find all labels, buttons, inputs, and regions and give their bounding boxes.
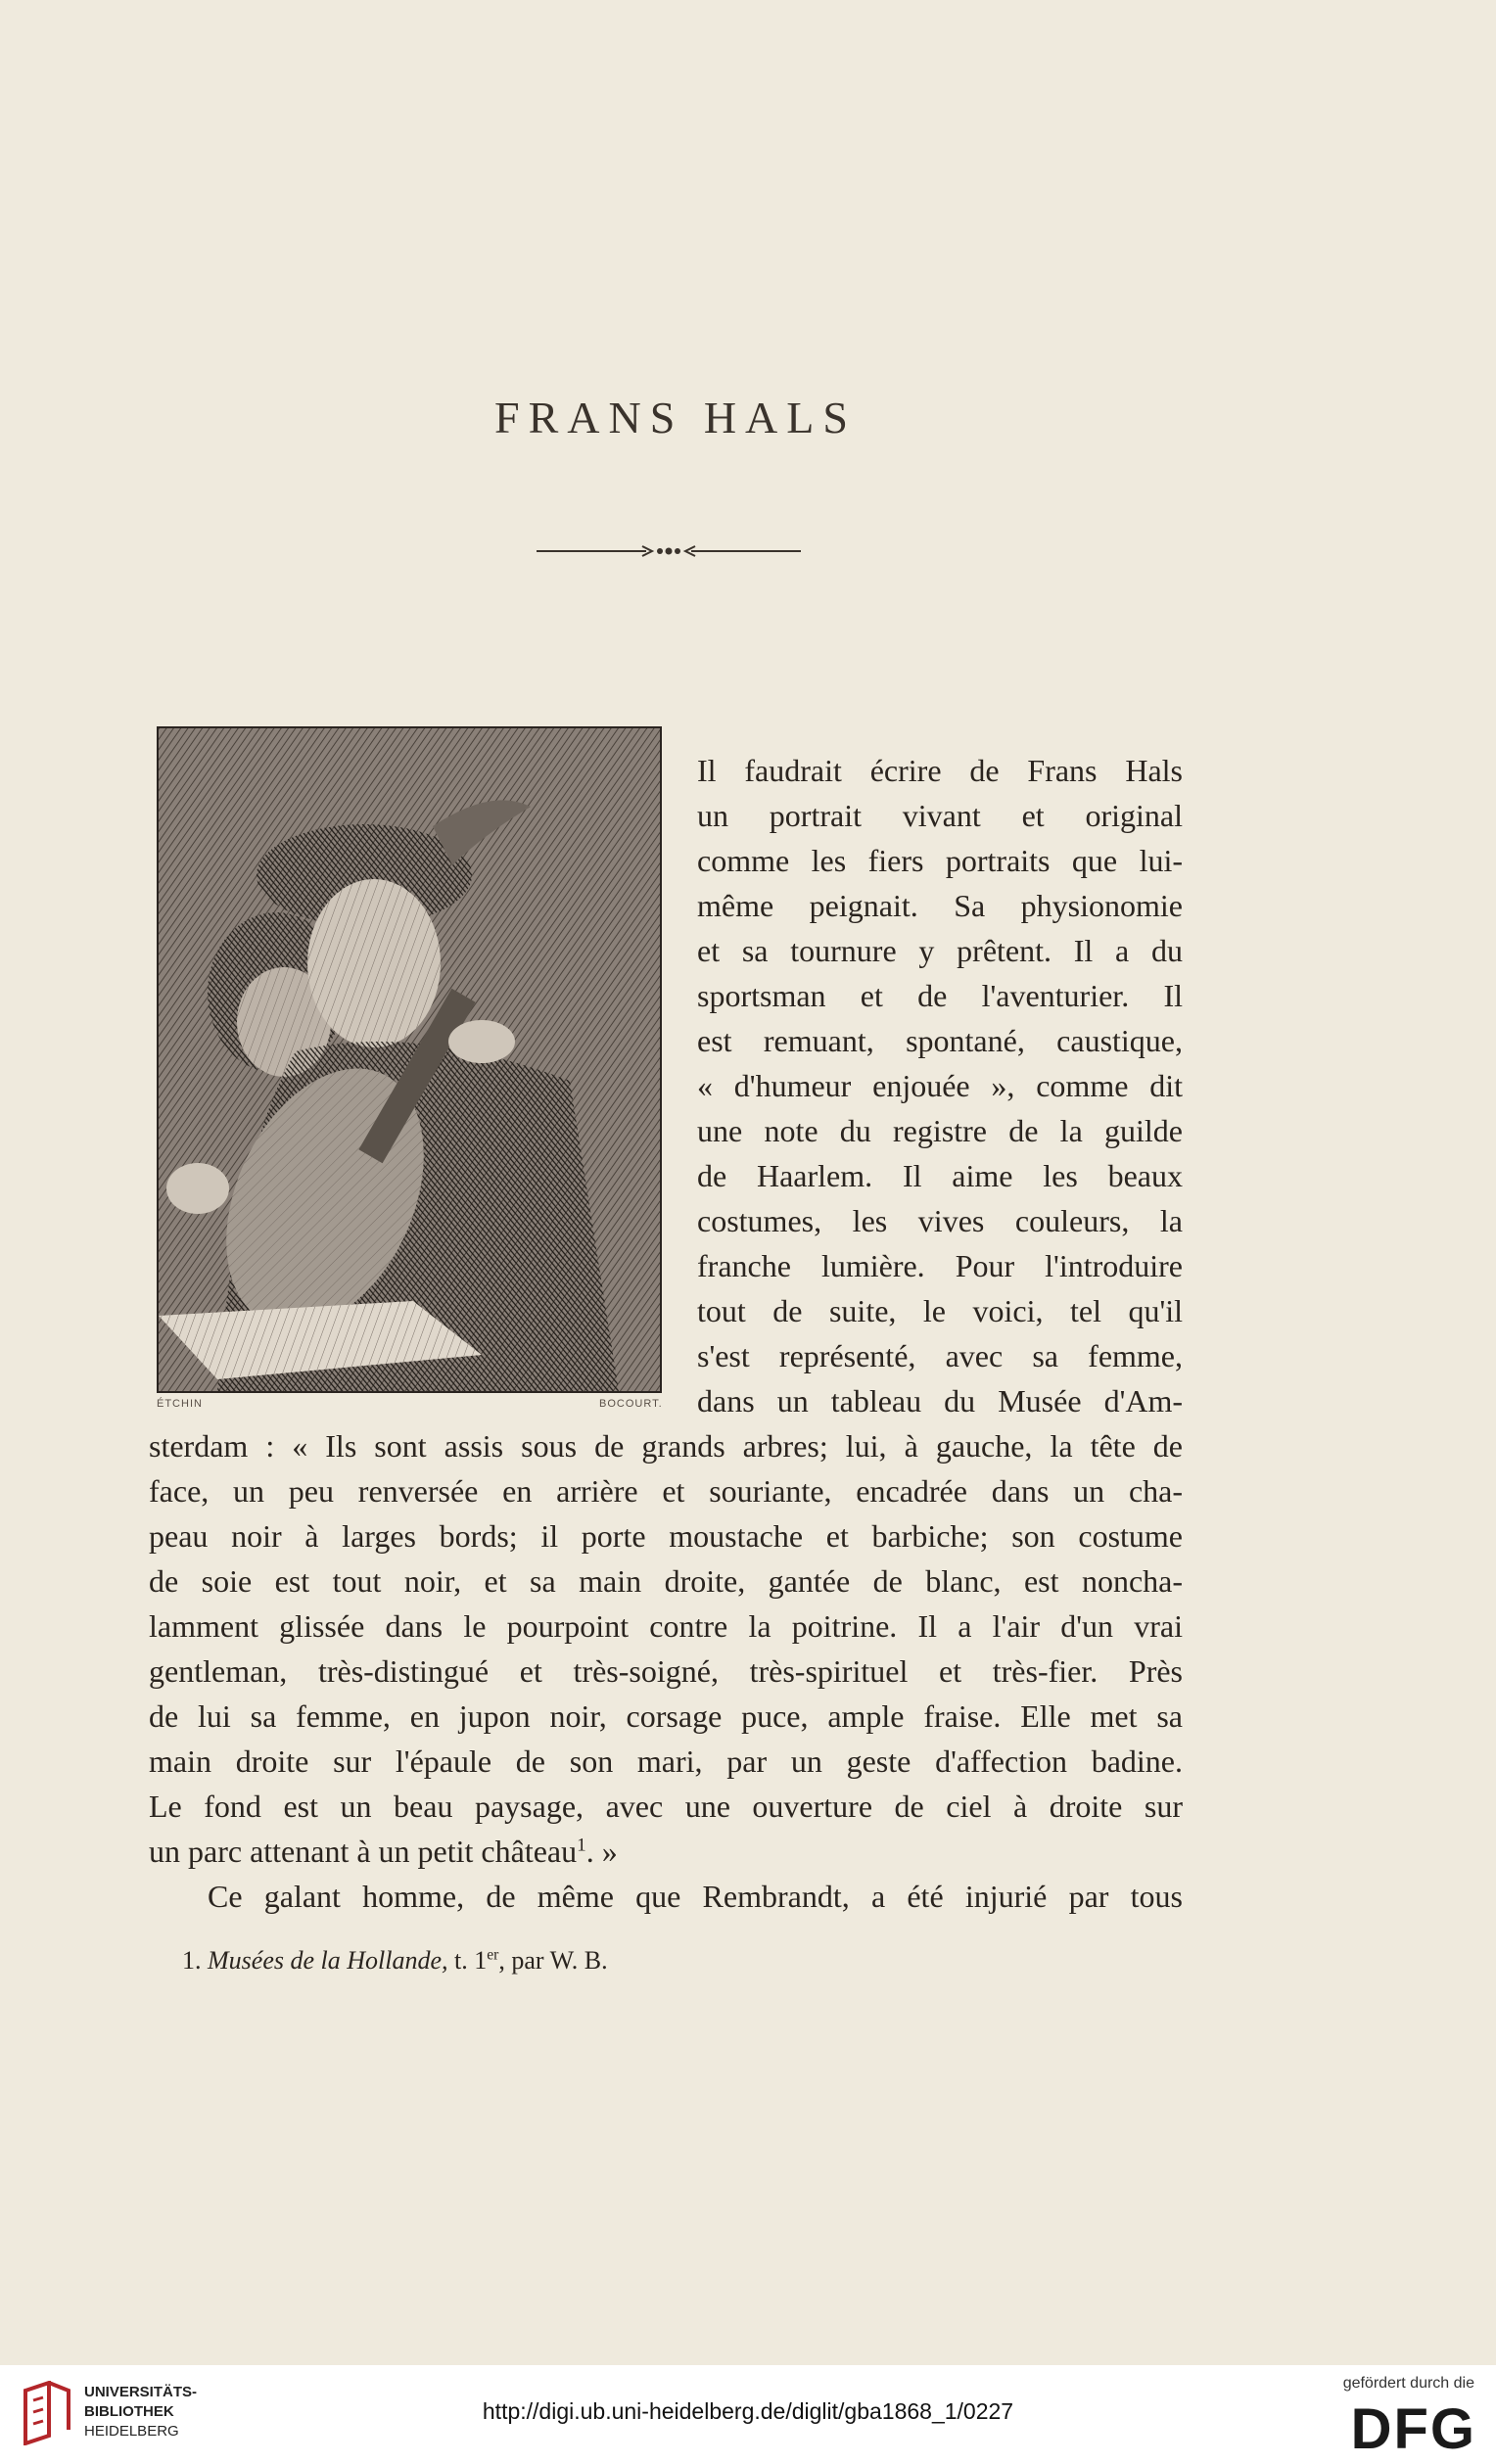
permalink-url[interactable]: http://digi.ub.uni-heidelberg.de/diglit/gba1868_1/0227 (482, 2398, 1014, 2424)
body-line: peau noir à larges bords; il porte moustache et barbiche; son costume (149, 1518, 1183, 1554)
body-line: lamment glissée dans le pourpoint contre la poitrine. Il a l'air d'un vrai (149, 1608, 1183, 1644)
engraver-credit-right: BOCOURT. (599, 1398, 663, 1410)
uni-name-line: HEIDELBERG (84, 2423, 179, 2440)
footnote-number: 1. (182, 1946, 202, 1975)
body-line: « d'humeur enjouée », comme dit (697, 1068, 1183, 1103)
footnote-sup: er (487, 1946, 499, 1964)
body-line: dans un tableau du Musée d'Am- (697, 1383, 1183, 1418)
body-line: s'est représenté, avec sa femme, (697, 1338, 1183, 1373)
body-line: sterdam : « Ils sont assis sous de grands arbres; lui, à gauche, la tête de (149, 1428, 1183, 1464)
body-line: sportsman et de l'aventurier. Il (697, 978, 1183, 1013)
body-line: et sa tournure y prêtent. Il a du (697, 933, 1183, 968)
footnote-reference: 1 (577, 1835, 586, 1856)
body-line: main droite sur l'épaule de son mari, par un geste d'affection badine. (149, 1743, 1183, 1779)
uni-name-line: UNIVERSITÄTS- (84, 2384, 198, 2400)
engraver-credit-left: ÉTCHIN (157, 1398, 203, 1410)
closing-quote: . » (585, 1834, 618, 1869)
body-line-with-note (149, 1829, 1183, 1874)
body-line-text: un parc attenant à un petit château (149, 1834, 578, 1869)
body-line: de Haarlem. Il aime les beaux (697, 1158, 1183, 1193)
body-line: un portrait vivant et original (697, 798, 1183, 833)
body-line: gentleman, très-distingué et très-soigné, très-spirituel et très-fier. Près (149, 1653, 1183, 1689)
body-line: est remuant, spontané, caustique, (697, 1023, 1183, 1058)
digitization-footer (0, 2365, 1496, 2464)
footnote-author: , par W. B. (498, 1946, 608, 1975)
body-line: tout de suite, le voici, tel qu'il (697, 1293, 1183, 1328)
body-line: Ce galant homme, de même que Rembrandt, a été injurié par tous (208, 1879, 1183, 1914)
footnote (182, 1946, 608, 1976)
body-line: franche lumière. Pour l'introduire (697, 1248, 1183, 1283)
sponsor-label: gefördert durch die (1342, 2375, 1474, 2392)
body-line: comme les fiers portraits que lui- (697, 843, 1183, 878)
footnote-title: Musées de la Hollande, (208, 1946, 448, 1975)
dfg-logo: DFG (1350, 2397, 1476, 2461)
body-line: de lui sa femme, en jupon noir, corsage puce, ample fraise. Elle met sa (149, 1698, 1183, 1734)
ornament-divider-icon (537, 536, 801, 566)
body-line: même peignait. Sa physionomie (697, 888, 1183, 923)
uni-name-line: BIBLIOTHEK (84, 2403, 174, 2420)
body-line: une note du registre de la guilde (697, 1113, 1183, 1148)
footnote-volume: t. 1 (447, 1946, 488, 1975)
page-title: FRANS HALS (494, 393, 857, 442)
body-line: Il faudrait écrire de Frans Hals (697, 753, 1183, 788)
body-line: Le fond est un beau paysage, avec une ouverture de ciel à droite sur (149, 1789, 1183, 1824)
body-line: costumes, les vives couleurs, la (697, 1203, 1183, 1238)
body-line: de soie est tout noir, et sa main droite, gantée de blanc, est noncha- (149, 1563, 1183, 1599)
body-line: face, un peu renversée en arrière et souriante, encadrée dans un cha- (149, 1473, 1183, 1509)
engraving-illustration (157, 726, 662, 1393)
